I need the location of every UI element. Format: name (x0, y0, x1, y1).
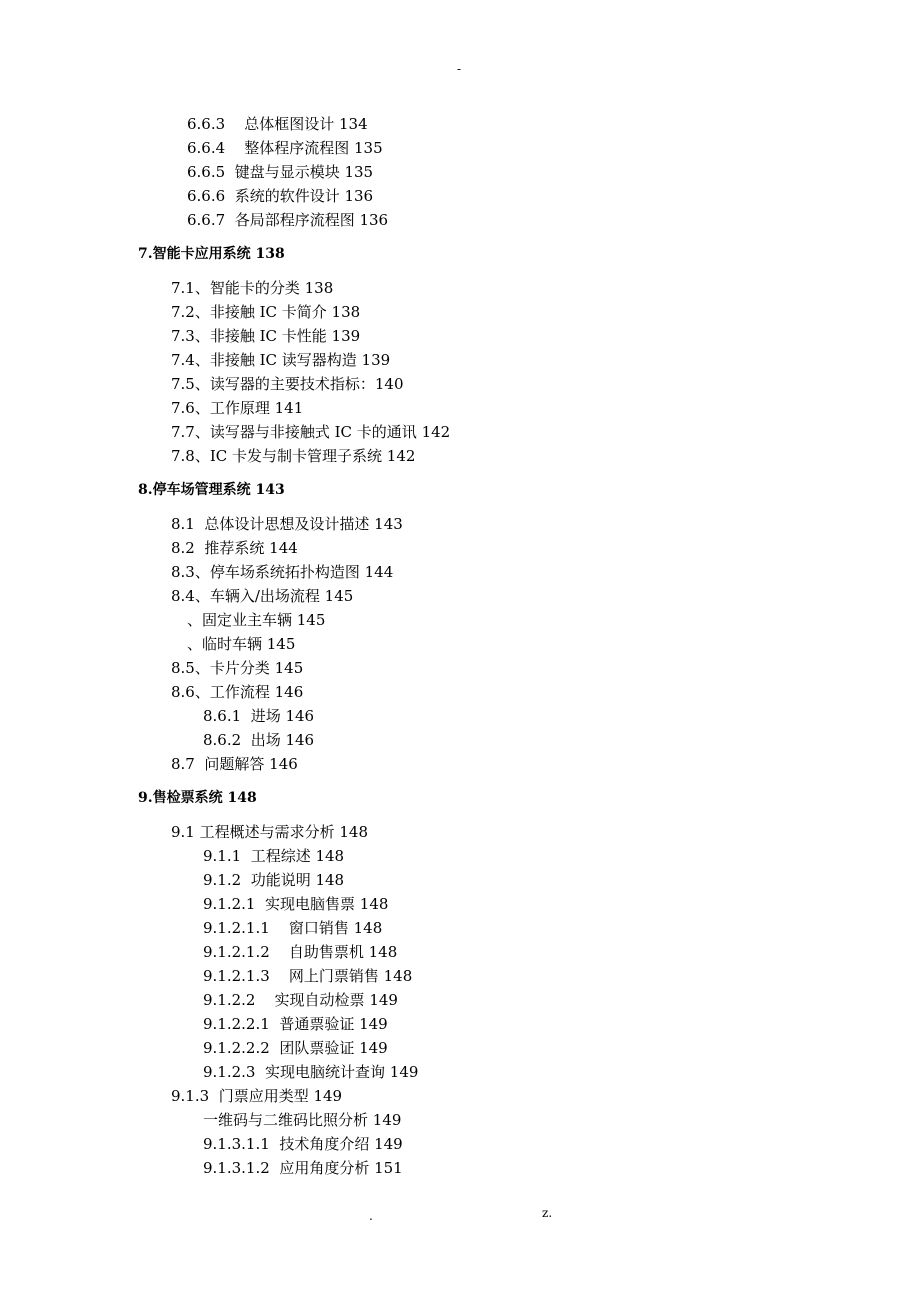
toc-entry: 9.1.2 功能说明 148 (203, 871, 345, 889)
toc-entry: 8.2 推荐系统 144 (171, 539, 298, 557)
toc-entry: 、临时车辆 145 (187, 635, 296, 653)
toc-entry: 9.1.2.1.1 窗口销售 148 (203, 919, 383, 937)
toc-entry: 一维码与二维码比照分析 149 (203, 1111, 402, 1129)
toc-entry: 9.1.2.2.2 团队票验证 149 (203, 1039, 388, 1057)
toc-entry: 9.1.2.2.1 普通票验证 149 (203, 1015, 388, 1033)
toc-entry: 9.1 工程概述与需求分析 148 (171, 823, 369, 841)
toc-entry: 9.1.3 门票应用类型 149 (171, 1087, 343, 1105)
toc-entry: 8.6.1 进场 146 (203, 707, 315, 725)
toc-chapter-heading: 8.停车场管理系统 143 (138, 482, 285, 498)
footer-z: z. (542, 1206, 553, 1220)
toc-entry: 8.7 问题解答 146 (171, 755, 298, 773)
toc-entry: 7.8、IC 卡发与制卡管理子系统 142 (171, 447, 416, 465)
toc-entry: 6.6.5 键盘与显示模块 135 (187, 163, 374, 181)
toc-entry: 9.1.2.2 实现自动检票 149 (203, 991, 398, 1009)
toc-entry: 6.6.3 总体框图设计 134 (187, 115, 368, 133)
toc-entry: 6.6.7 各局部程序流程图 136 (187, 211, 389, 229)
toc-entry: 、固定业主车辆 145 (187, 611, 326, 629)
toc-entry: 7.2、非接触 IC 卡简介 138 (171, 303, 361, 321)
toc-entry: 7.5、读写器的主要技术指标：140 (171, 375, 404, 393)
toc-entry: 9.1.2.3 实现电脑统计查询 149 (203, 1063, 419, 1081)
toc-entry: 7.1、智能卡的分类 138 (171, 279, 334, 297)
toc-entry: 8.6、工作流程 146 (171, 683, 304, 701)
toc-entry: 8.6.2 出场 146 (203, 731, 315, 749)
toc-entry: 7.3、非接触 IC 卡性能 139 (171, 327, 361, 345)
toc-entry: 6.6.6 系统的软件设计 136 (187, 187, 374, 205)
toc-entry: 9.1.1 工程综述 148 (203, 847, 345, 865)
toc-entry: 9.1.2.1.2 自助售票机 148 (203, 943, 398, 961)
toc-entry: 9.1.3.1.2 应用角度分析 151 (203, 1159, 403, 1177)
toc-chapter-heading: 7.智能卡应用系统 138 (138, 246, 285, 262)
toc-entry: 6.6.4 整体程序流程图 135 (187, 139, 383, 157)
toc-chapter-heading: 9.售检票系统 148 (138, 790, 257, 806)
toc-entry: 8.3、停车场系统拓扑构造图 144 (171, 563, 394, 581)
toc-entry: 9.1.2.1 实现电脑售票 148 (203, 895, 389, 913)
toc-entry: 7.4、非接触 IC 读写器构造 139 (171, 351, 391, 369)
footer-dot: . (369, 1209, 373, 1223)
toc-entry: 8.1 总体设计思想及设计描述 143 (171, 515, 403, 533)
toc-entry: 9.1.2.1.3 网上门票销售 148 (203, 967, 413, 985)
toc-entry: 9.1.3.1.1 技术角度介绍 149 (203, 1135, 403, 1153)
toc-entry: 8.4、车辆入/出场流程 145 (171, 587, 354, 605)
toc-entry: 7.6、工作原理 141 (171, 399, 304, 417)
toc-entry: 7.7、读写器与非接触式 IC 卡的通讯 142 (171, 423, 451, 441)
page-header-mark: - (457, 62, 462, 76)
toc-entry: 8.5、卡片分类 145 (171, 659, 304, 677)
